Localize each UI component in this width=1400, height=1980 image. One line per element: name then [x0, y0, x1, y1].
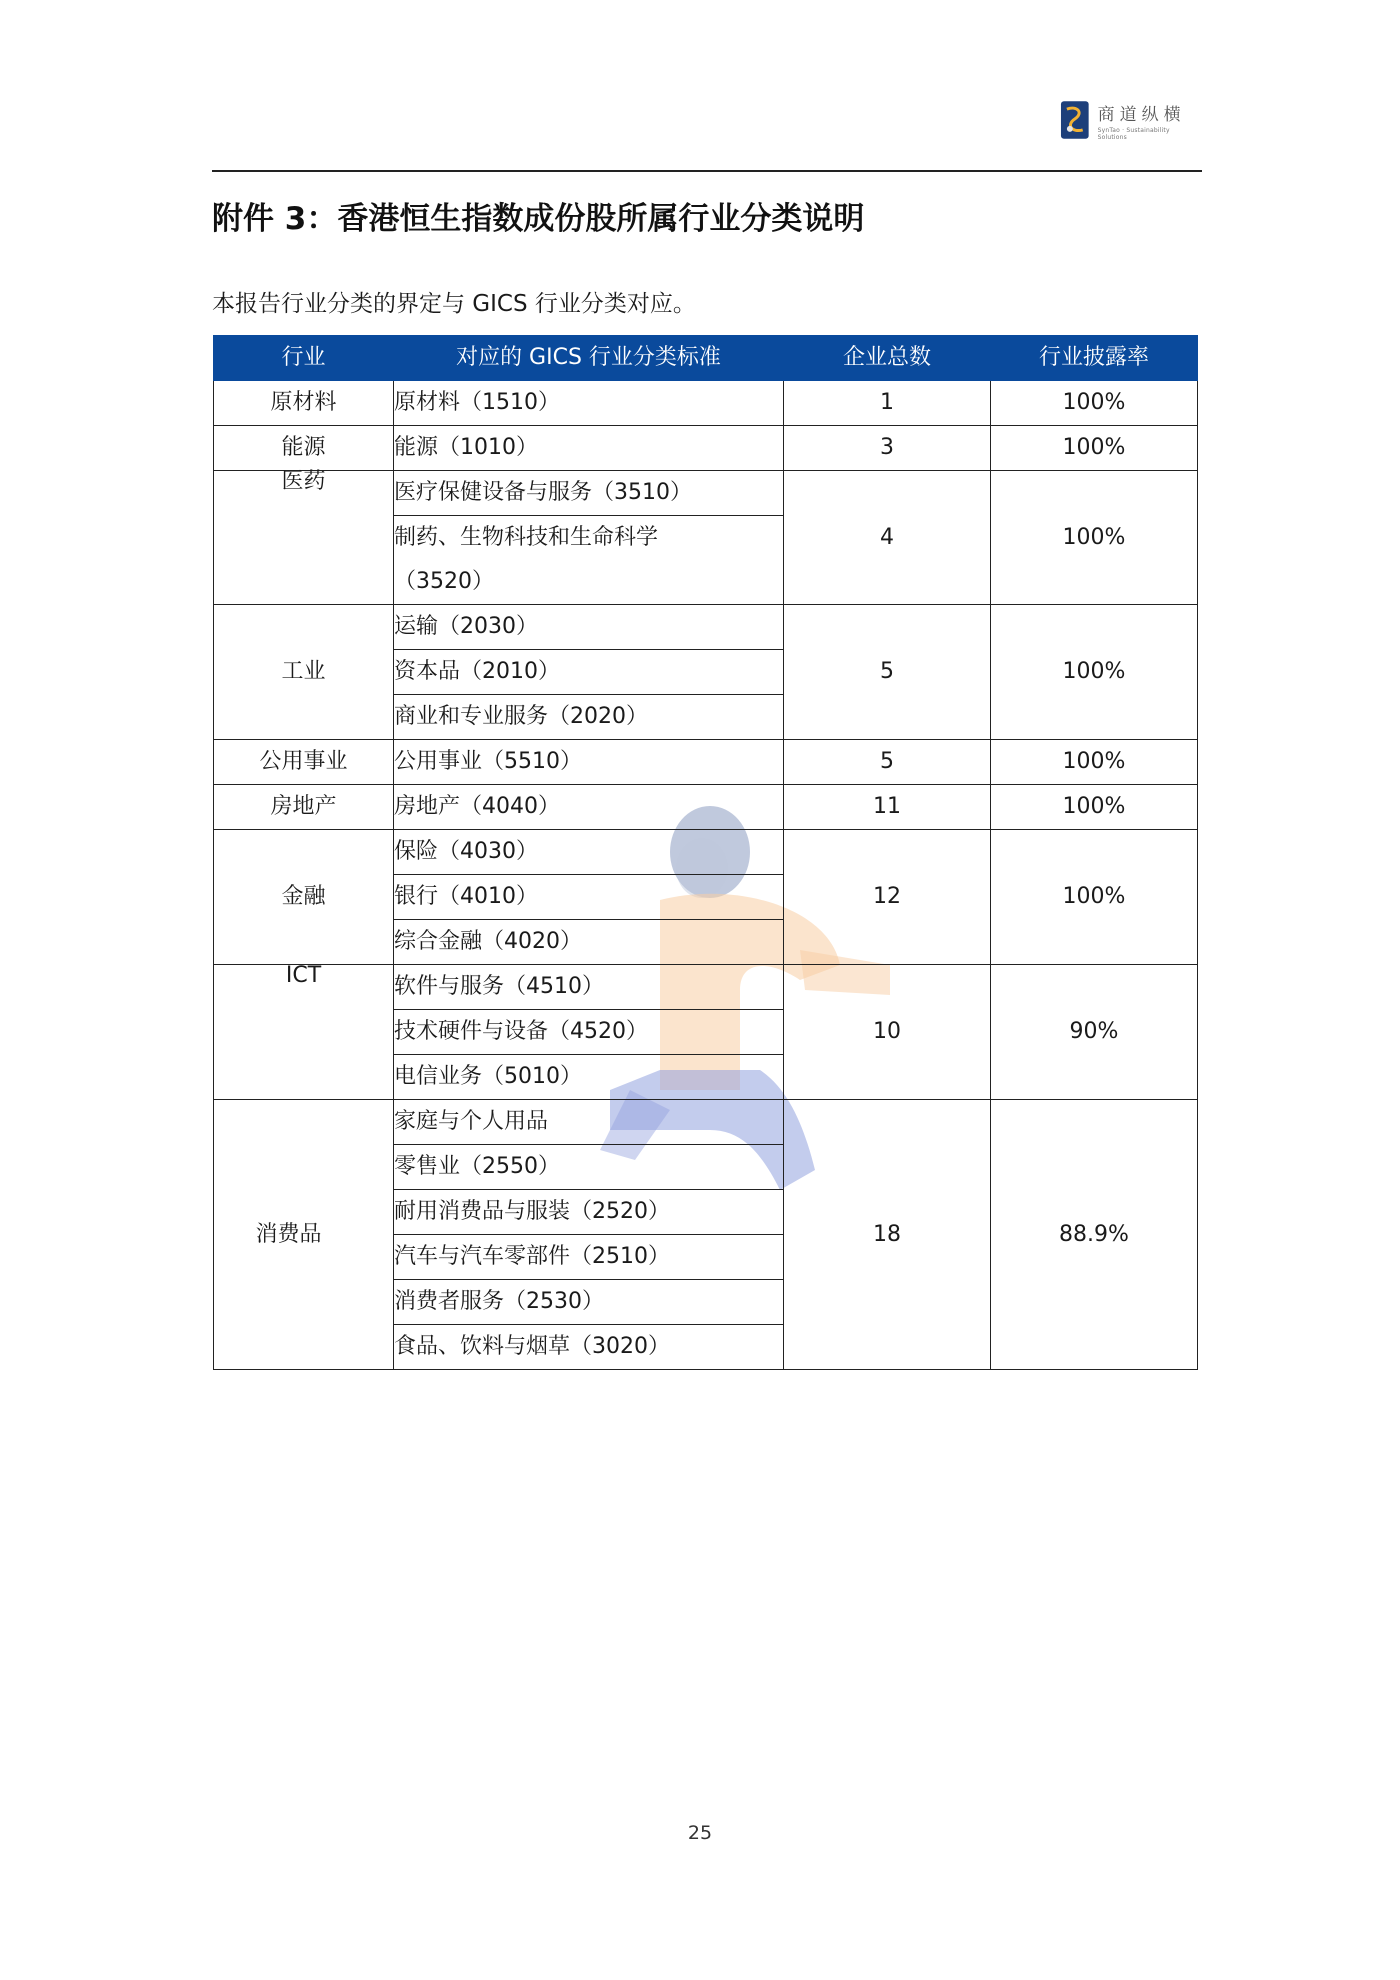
gics-standard-cell: 保险（4030） [394, 830, 784, 875]
disclosure-rate-cell: 100% [991, 785, 1198, 830]
industry-cell: 消费品 [214, 1100, 394, 1370]
table-row [214, 830, 1198, 875]
col-header-gics-standard: 对应的 GICS 行业分类标准 [394, 336, 784, 381]
gics-standard-cell: 电信业务（5010） [394, 1055, 784, 1100]
gics-standard-cell: 食品、饮料与烟草（3020） [394, 1325, 784, 1370]
col-header-company-count: 企业总数 [784, 336, 991, 381]
company-count-cell: 12 [784, 830, 991, 965]
disclosure-rate-cell: 100% [991, 426, 1198, 471]
table-row [214, 785, 1198, 830]
page-number: 25 [687, 1822, 713, 1844]
table-row [214, 471, 1198, 516]
table-row [214, 605, 1198, 650]
disclosure-rate-cell: 100% [991, 830, 1198, 965]
gics-standard-cell: 综合金融（4020） [394, 920, 784, 965]
logo-emblem-icon [1058, 99, 1092, 141]
table-header-row [214, 336, 1198, 381]
industry-cell: 医药 [214, 471, 394, 605]
gics-standard-cell: 能源（1010） [394, 426, 784, 471]
header-divider [212, 170, 1202, 172]
disclosure-rate-cell: 100% [991, 605, 1198, 740]
industry-cell: 金融 [214, 830, 394, 965]
company-count-cell: 1 [784, 381, 991, 426]
gics-standard-cell: 零售业（2550） [394, 1145, 784, 1190]
company-logo [1058, 96, 1200, 144]
col-header-industry: 行业 [214, 336, 394, 381]
gics-standard-cell: 汽车与汽车零部件（2510） [394, 1235, 784, 1280]
logo-chinese-name: 商道纵横 [1097, 104, 1186, 125]
company-count-cell: 3 [784, 426, 991, 471]
company-count-cell: 5 [784, 740, 991, 785]
disclosure-rate-cell: 90% [991, 965, 1198, 1100]
industry-classification-table [213, 335, 1198, 1370]
gics-standard-cell: 软件与服务（4510） [394, 965, 784, 1010]
gics-standard-cell: 医疗保健设备与服务（3510） [394, 471, 784, 516]
intro-paragraph: 本报告行业分类的界定与 GICS 行业分类对应。 [212, 291, 696, 317]
logo-english-name: SynTao · Sustainability Solutions [1097, 126, 1170, 141]
gics-standard-cell: 公用事业（5510） [394, 740, 784, 785]
page-title: 附件 3：香港恒生指数成份股所属行业分类说明 [212, 201, 865, 237]
gics-standard-cell: 房地产（4040） [394, 785, 784, 830]
disclosure-rate-cell: 100% [991, 740, 1198, 785]
disclosure-rate-cell: 88.9% [991, 1100, 1198, 1370]
gics-standard-cell: 运输（2030） [394, 605, 784, 650]
industry-cell: 房地产 [214, 785, 394, 830]
table-row [214, 381, 1198, 426]
company-count-cell: 18 [784, 1100, 991, 1370]
gics-standard-cell: 耐用消费品与服装（2520） [394, 1190, 784, 1235]
table-row [214, 1100, 1198, 1145]
table-row [214, 740, 1198, 785]
gics-standard-cell: 资本品（2010） [394, 650, 784, 695]
company-count-cell: 5 [784, 605, 991, 740]
company-count-cell: 11 [784, 785, 991, 830]
gics-standard-cell: 商业和专业服务（2020） [394, 695, 784, 740]
gics-standard-cell: 制药、生物科技和生命科学（3520） [394, 516, 784, 605]
industry-cell: ICT [214, 965, 394, 1100]
gics-standard-cell: 原材料（1510） [394, 381, 784, 426]
disclosure-rate-cell: 100% [991, 471, 1198, 605]
company-count-cell: 10 [784, 965, 991, 1100]
company-count-cell: 4 [784, 471, 991, 605]
gics-standard-cell: 家庭与个人用品 [394, 1100, 784, 1145]
industry-cell: 公用事业 [214, 740, 394, 785]
table-row [214, 426, 1198, 471]
industry-cell: 能源 [214, 426, 394, 471]
industry-cell: 原材料 [214, 381, 394, 426]
gics-standard-cell: 银行（4010） [394, 875, 784, 920]
disclosure-rate-cell: 100% [991, 381, 1198, 426]
gics-standard-cell: 消费者服务（2530） [394, 1280, 784, 1325]
col-header-disclosure-rate: 行业披露率 [991, 336, 1198, 381]
industry-cell: 工业 [214, 605, 394, 740]
gics-standard-cell: 技术硬件与设备（4520） [394, 1010, 784, 1055]
table-row [214, 965, 1198, 1010]
